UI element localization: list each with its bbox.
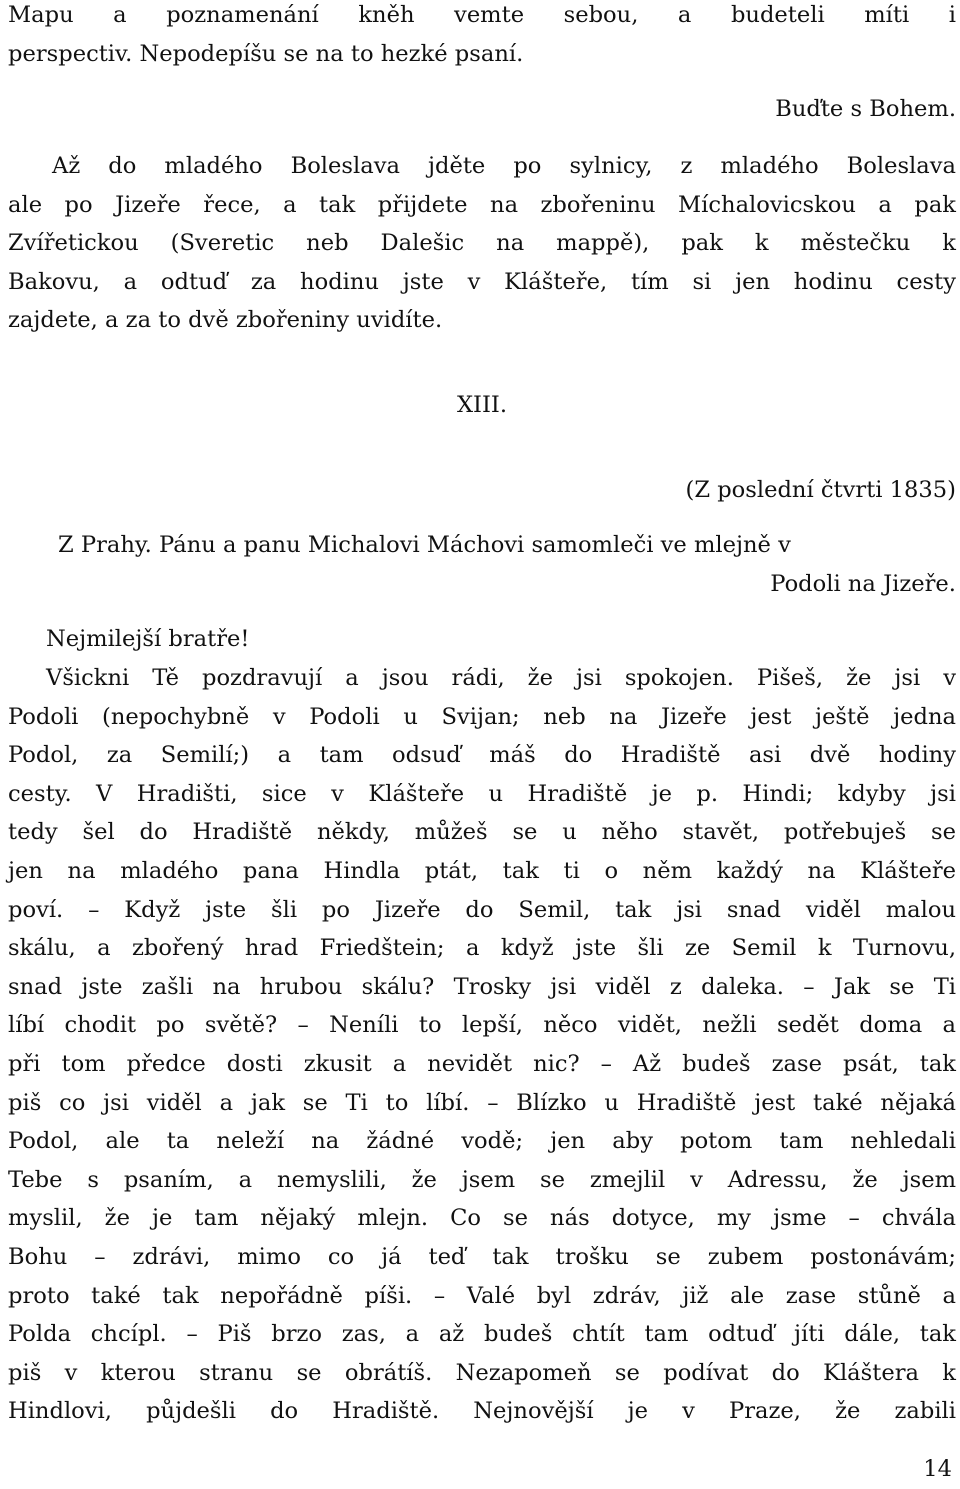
body-line: při tom předce dosti zkusit a nevidět nic? – Až budeš zase psát, tak	[8, 1050, 956, 1077]
route-line: zajdete, a za to dvě zbořeniny uvidíte.	[8, 307, 443, 334]
letter-body	[8, 659, 956, 1431]
body-line: Podol, za Semilí;) a tam odsuď máš do Hradiště asi dvě hodiny	[8, 742, 956, 769]
body-line: Bohu – zdrávi, mimo co já teď tak trošku se zubem postonávám;	[8, 1243, 956, 1270]
letter-address	[58, 526, 956, 603]
page-number: 14	[923, 1456, 952, 1482]
letter-greeting: Nejmilejší bratře!	[46, 626, 250, 652]
body-line: tedy šel do Hradiště někdy, můžeš se u něho stavět, potřebuješ se	[8, 819, 956, 846]
body-line: Hindlovi, půjdešli do Hradiště. Nejnovější je v Praze, že zabili	[8, 1398, 956, 1425]
body-line: Všickni Tě pozdravují a jsou rádi, že jsi spokojen. Pišeš, že jsi v	[46, 665, 956, 691]
body-line: Polda chcípl. – Piš brzo zas, a až budeš chtít tam odtuď jíti dále, tak	[8, 1321, 956, 1348]
body-line: skálu, a zbořený hrad Friedštein; a když jste šli ze Semil k Turnovu,	[8, 935, 956, 962]
route-line: Až do mladého Boleslava jděte po sylnicy, z mladého Boleslava	[52, 153, 956, 179]
letter-number-heading: XIII.	[456, 392, 508, 418]
address-line: Z Prahy. Pánu a panu Michalovi Máchovi samomleči ve mlejně v	[58, 532, 791, 558]
opening-paragraph	[8, 0, 956, 73]
body-line: Tebe s psaním, a nemyslili, že jsem se zmejlil v Adressu, že jsem	[8, 1166, 956, 1193]
body-line: piš co jsi viděl a jak se Ti to líbí. – Blízko u Hradiště jest také nějaká	[8, 1089, 956, 1116]
route-line: Zvířetickou (Sveretic neb Dalešic na mappě), pak k městečku k	[8, 230, 956, 257]
body-line: Podoli (nepochybně v Podoli u Svijan; neb na Jizeře jest ještě jedna	[8, 703, 956, 730]
signoff-text: Buďte s Bohem.	[775, 96, 956, 122]
address-line: Podoli na Jizeře.	[770, 570, 956, 597]
body-line: myslil, že je tam nějaký mlejn. Co se nás dotyce, my jsme – chvála	[8, 1205, 956, 1232]
body-line: líbí chodit po světě? – Neníli to lepší, něco vidět, nežli sedět doma a	[8, 1012, 956, 1039]
body-line: piš v kterou stranu se obrátíš. Nezapomeň se podívat do Kláštera k	[8, 1359, 956, 1386]
letter-date: (Z poslední čtvrti 1835)	[685, 477, 956, 503]
body-line: poví. – Když jste šli po Jizeře do Semil, tak jsi snad viděl malou	[8, 896, 956, 923]
body-line: snad jste zašli na hrubou skálu? Trosky jsi viděl z daleka. – Jak se Ti	[8, 973, 956, 1000]
route-paragraph	[8, 147, 956, 340]
route-line: Bakovu, a odtuď za hodinu jste v Klášteře, tím si jen hodinu cesty	[8, 268, 956, 295]
body-line: cesty. V Hradišti, sice v Klášteře u Hradiště je p. Hindi; kdyby jsi	[8, 780, 956, 807]
body-line: proto také tak nepořádně píši. – Valé byl zdráv, již ale zase stůně a	[8, 1282, 956, 1309]
opening-line: Mapu a poznamenání kněh vemte sebou, a budeteli míti i	[8, 2, 956, 28]
body-line: Podol, ale ta neleží na žádné vodě; jen aby potom tam nehledali	[8, 1128, 956, 1155]
body-line: jen na mladého pana Hindla ptát, tak ti o něm každý na Klášteře	[8, 857, 956, 884]
opening-line: perspectiv. Nepodepíšu se na to hezké psaní.	[8, 40, 524, 67]
route-line: ale po Jizeře řece, a tak přijdete na zbořeninu Míchalovicskou a pak	[8, 191, 956, 218]
